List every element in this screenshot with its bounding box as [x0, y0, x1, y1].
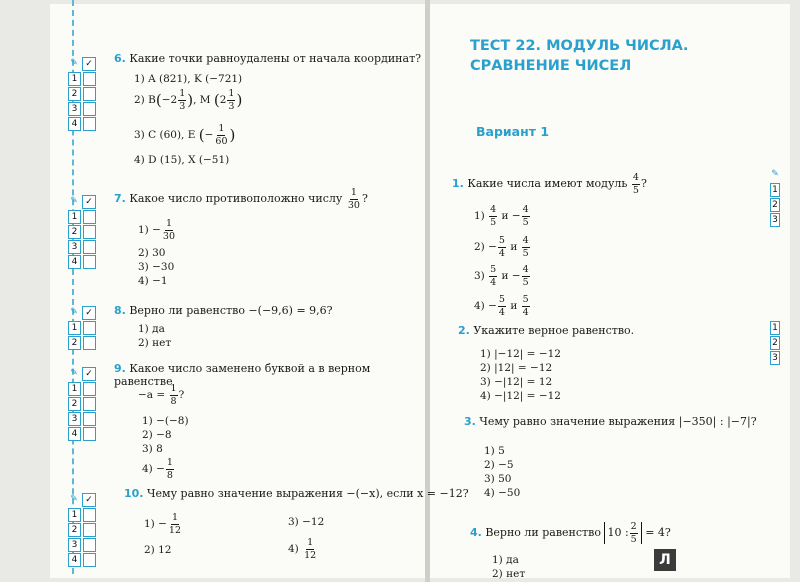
question-text: Чему равно значение выражения |−350| : |−7|?	[479, 415, 757, 428]
mixed-whole: 2	[219, 94, 227, 106]
answer-checkbox[interactable]	[83, 210, 96, 224]
numerator: 1	[218, 123, 225, 134]
answer-checkbox[interactable]	[83, 412, 96, 426]
box-label: 4	[68, 117, 81, 131]
option-r2-4: 4) −|12| = −12	[480, 390, 561, 402]
mixed-whole: −2	[161, 94, 178, 106]
box-label: 2	[68, 523, 81, 537]
answer-checkbox[interactable]	[83, 240, 96, 254]
denominator: 3	[228, 100, 235, 112]
box-label: 1	[68, 321, 81, 335]
numerator: 1	[165, 218, 172, 229]
answer-checkbox[interactable]	[83, 102, 96, 116]
box-label: 2	[770, 198, 780, 212]
box-label: 1	[68, 72, 81, 86]
option-r1-1	[474, 205, 531, 227]
denominator: 4	[522, 306, 529, 318]
question-r1	[452, 173, 647, 195]
answer-checkbox[interactable]	[83, 255, 96, 269]
box-label: 4	[68, 427, 81, 441]
question-number: 9.	[114, 362, 126, 375]
option-9-2: 2) −8	[142, 429, 172, 441]
box-label: 3	[68, 538, 81, 552]
denominator: 30	[162, 230, 176, 242]
check-icon: ✓	[82, 306, 96, 320]
numerator: 4	[522, 235, 529, 246]
question-mark: ?	[640, 177, 647, 190]
numerator: 4	[490, 204, 497, 215]
publisher-logo: Л	[654, 549, 676, 571]
answer-box-q9	[68, 367, 98, 442]
option-7-3: 3) −30	[138, 261, 175, 273]
option-prefix: 1) −	[138, 224, 161, 236]
check-icon: ✓	[82, 367, 96, 381]
question-10	[124, 487, 469, 500]
option-r1-4	[474, 295, 531, 317]
answer-checkbox[interactable]	[83, 397, 96, 411]
numerator: 1	[170, 383, 177, 394]
option-6-3: 3) C (60), E (− $\frac{1}{60}$ )	[134, 123, 236, 147]
box-label: 4	[68, 255, 81, 269]
answer-checkbox[interactable]	[83, 538, 96, 552]
option-6-4: 4) D (15), X (−51)	[134, 154, 230, 166]
box-label: 1	[68, 508, 81, 522]
answer-box-q7	[68, 195, 98, 270]
box-label: 2	[68, 87, 81, 101]
box-label: 1	[68, 382, 81, 396]
question-8	[114, 304, 333, 317]
option-mid: и −	[501, 270, 521, 282]
option-prefix: 1) −	[144, 518, 167, 530]
option-mid: , M	[193, 94, 211, 106]
option-10-1	[144, 513, 183, 535]
box-label: 2	[68, 336, 81, 350]
answer-checkbox[interactable]	[83, 523, 96, 537]
answer-box-q8	[68, 306, 98, 351]
question-number: 6.	[114, 52, 126, 65]
answer-checkbox[interactable]	[83, 382, 96, 396]
numerator: 5	[498, 235, 505, 246]
question-text: Какие числа имеют модуль	[467, 177, 628, 190]
option-prefix: 4) −	[474, 300, 497, 312]
answer-box-q10	[68, 493, 98, 568]
denominator: 5	[632, 184, 639, 196]
question-mark: ?	[361, 192, 368, 205]
denominator: 5	[522, 247, 529, 259]
question-r2	[458, 324, 634, 337]
question-text: Чему равно значение выражения −(−x), если x = −12?	[147, 487, 469, 500]
answer-checkbox[interactable]	[83, 508, 96, 522]
box-label: 3	[770, 213, 780, 227]
question-number: 1.	[452, 177, 464, 190]
option-r3-2: 2) −5	[484, 459, 514, 471]
pen-icon: ✎	[70, 307, 78, 317]
denominator: 5	[490, 216, 497, 228]
box-label: 1	[68, 210, 81, 224]
answer-checkbox[interactable]	[83, 427, 96, 441]
edge-answer-box-2	[770, 321, 782, 366]
box-label: 3	[68, 412, 81, 426]
pen-icon: ✎	[70, 368, 78, 378]
numerator: 5	[522, 294, 529, 305]
denominator: 5	[522, 216, 529, 228]
pen-icon: ✎	[70, 196, 78, 206]
denominator: 5	[630, 533, 637, 545]
question-text: Укажите верное равенство.	[473, 324, 635, 337]
equation-lhs: −a =	[138, 389, 166, 401]
numerator: 5	[490, 264, 497, 275]
option-prefix: 3)	[474, 270, 485, 282]
option-r3-4: 4) −50	[484, 487, 521, 499]
option-r2-3: 3) −|12| = 12	[480, 376, 553, 388]
answer-checkbox[interactable]	[83, 553, 96, 567]
option-10-2: 2) 12	[144, 544, 172, 556]
option-10-3: 3) −12	[288, 516, 325, 528]
option-9-3: 3) 8	[142, 443, 163, 455]
question-text: Верно ли равенство	[485, 526, 601, 539]
answer-box-q6	[68, 57, 98, 132]
option-mid: и	[510, 241, 518, 253]
title-line-1: ТЕСТ 22. МОДУЛЬ ЧИСЛА.	[470, 38, 689, 54]
numerator: 4	[522, 264, 529, 275]
option-r3-3: 3) 50	[484, 473, 512, 485]
box-label: 3	[68, 102, 81, 116]
denominator: 3	[179, 100, 186, 112]
question-number: 7.	[114, 192, 126, 205]
question-7	[114, 188, 368, 210]
option-6-1: 1) A (821), K (−721)	[134, 73, 243, 85]
question-text: Какие точки равноудалены от начала координат?	[129, 52, 422, 65]
option-7-4: 4) −1	[138, 275, 168, 287]
question-text: Какое число заменено буквой a в верном равенстве	[114, 362, 371, 388]
numerator: 4	[522, 204, 529, 215]
option-r3-1: 1) 5	[484, 445, 505, 457]
option-r2-1: 1) |−12| = −12	[480, 348, 561, 360]
answer-checkbox[interactable]	[83, 117, 96, 131]
box-label: 4	[68, 553, 81, 567]
numerator: 2	[630, 521, 637, 532]
box-label: 2	[68, 225, 81, 239]
option-10-4	[288, 538, 318, 560]
option-prefix: 2) B	[134, 94, 156, 106]
numerator: 5	[498, 294, 505, 305]
pen-icon: ✎	[70, 494, 78, 504]
pen-icon: ✎	[771, 169, 779, 179]
option-prefix: 4) −	[142, 463, 165, 475]
question-mark: ?	[178, 389, 185, 401]
box-label: 1	[770, 321, 780, 335]
denominator: 4	[498, 247, 505, 259]
denominator: 8	[166, 469, 173, 481]
question-r3	[464, 415, 757, 428]
sign: −	[204, 129, 214, 141]
check-icon: ✓	[82, 493, 96, 507]
option-r1-2	[474, 236, 531, 258]
question-r4	[470, 522, 671, 544]
option-prefix: 4)	[288, 543, 299, 555]
question-number: 8.	[114, 304, 126, 317]
option-8-2: 2) нет	[138, 337, 172, 349]
title-line-2: СРАВНЕНИЕ ЧИСЕЛ	[470, 58, 632, 74]
question-6	[114, 52, 421, 65]
numerator: 4	[632, 172, 639, 183]
option-r4-1: 1) да	[492, 554, 519, 566]
abs-dividend: 10 :	[607, 526, 629, 539]
numerator: 1	[228, 88, 235, 99]
option-mid: и −	[501, 210, 521, 222]
absolute-value	[604, 522, 641, 544]
edge-answer-box	[770, 168, 782, 228]
denominator: 12	[168, 524, 182, 536]
denominator: 4	[498, 306, 505, 318]
box-label: 3	[68, 240, 81, 254]
question-number: 3.	[464, 415, 476, 428]
question-text: Верно ли равенство −(−9,6) = 9,6?	[129, 304, 333, 317]
option-r1-3	[474, 265, 531, 287]
option-mid: и	[510, 300, 518, 312]
option-8-1: 1) да	[138, 323, 165, 335]
numerator: 1	[171, 512, 178, 523]
denominator: 60	[215, 135, 228, 147]
option-7-2: 2) 30	[138, 247, 166, 259]
denominator: 30	[347, 199, 360, 211]
option-6-2: 2) B(−2 $\frac{1}{3}$ ), M (2 $\frac{1}{3}$ )	[134, 88, 243, 112]
equation-9	[138, 384, 184, 406]
option-prefix: 1)	[474, 210, 485, 222]
pen-icon: ✎	[70, 58, 78, 68]
option-r2-2: 2) |12| = −12	[480, 362, 553, 374]
option-prefix: 3) C (60), E	[134, 129, 196, 141]
numerator: 1	[350, 187, 357, 198]
denominator: 12	[304, 549, 317, 561]
answer-checkbox[interactable]	[83, 225, 96, 239]
denominator: 4	[490, 276, 497, 288]
option-9-1: 1) −(−8)	[142, 415, 189, 427]
check-icon: ✓	[82, 57, 96, 71]
option-prefix: 2) −	[474, 241, 497, 253]
box-label: 1	[770, 183, 780, 197]
question-number: 2.	[458, 324, 470, 337]
answer-checkbox[interactable]	[83, 72, 96, 86]
option-r4-2: 2) нет	[492, 568, 526, 580]
variant-heading: Вариант 1	[476, 124, 550, 139]
box-label: 2	[770, 336, 780, 350]
answer-checkbox[interactable]	[83, 87, 96, 101]
question-text: Какое число противоположно числу	[129, 192, 343, 205]
numerator: 1	[179, 88, 186, 99]
option-9-4	[142, 458, 175, 480]
box-label: 2	[68, 397, 81, 411]
answer-checkbox[interactable]	[83, 336, 96, 350]
denominator: 5	[522, 276, 529, 288]
test-title	[470, 36, 688, 76]
denominator: 8	[170, 395, 177, 407]
question-text-end: = 4?	[645, 526, 671, 539]
numerator: 1	[307, 537, 314, 548]
question-number: 4.	[470, 526, 482, 539]
check-icon: ✓	[82, 195, 96, 209]
question-number: 10.	[124, 487, 144, 500]
box-label: 3	[770, 351, 780, 365]
option-7-1	[138, 219, 177, 241]
numerator: 1	[166, 457, 173, 468]
answer-checkbox[interactable]	[83, 321, 96, 335]
